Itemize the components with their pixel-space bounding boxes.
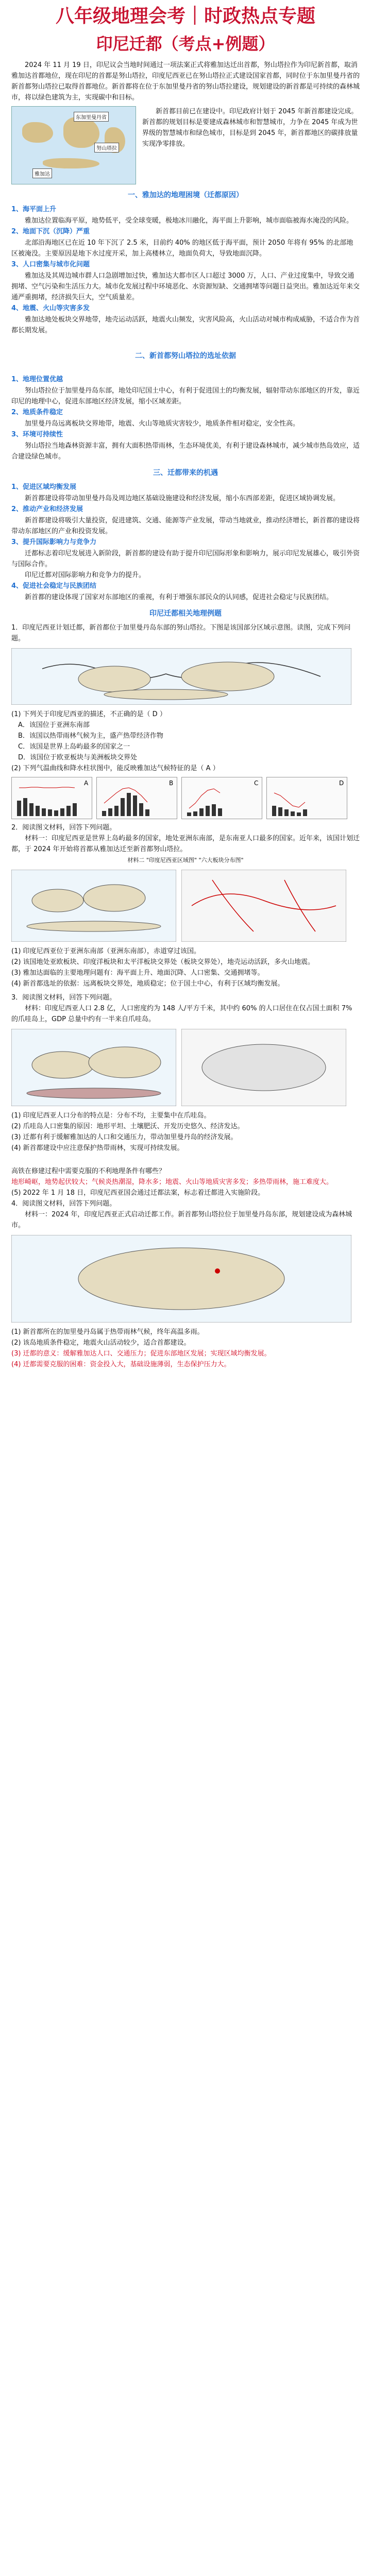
section3-list <box>11 482 360 603</box>
s2-item1-text: 努山塔拉位于加里曼丹岛东部，地处印尼国土中心，有利于促进国土的均衡发展，辐射带动东部地区的开发，靠近印尼的地理中心，促进东部地区经济发展，缩小区域差距。 <box>11 387 360 405</box>
q2-material: 材料一：印度尼西亚是世界上岛屿最多的国家，地处亚洲东南部，是东南亚人口最多的国家。近年来，该国计划迁都，于 2024 年开始将首都从雅加达迁至新首都努山塔拉。 <box>11 835 360 853</box>
q1-option-a: A．该国位于亚洲东南部 <box>18 721 90 729</box>
q2-answer-1: (1) 印度尼西亚位于亚洲东南部（亚洲东南部），赤道穿过该国。 <box>11 947 201 955</box>
s2-item2-text: 加里曼丹岛远离板块交界地带，地震、火山等地质灾害较少，地质条件相对稳定，安全性高。 <box>25 420 300 428</box>
intro-side-text: 新首都目前已在建设中。印尼政府计划于 2045 年新首都建设完成。新首都的规划目标是要建成森林城市和智慧城市，力争在 2045 年成为世界级的智慧城市和绿色城市，目标是到 2045 年，新首都地区的碳排放量实现净零排放。 <box>142 108 358 148</box>
q4-answer-4: 材料一：2024 年，印度尼西亚正式启动迁都工作。新首都努山塔拉位于加里曼丹岛东部，规划建设成为森林城市。 <box>11 1211 352 1229</box>
climate-chart-d <box>266 777 347 819</box>
q4-map <box>11 1235 351 1323</box>
q4-stem: 高铁在修建过程中需要克服的不利地理条件有哪些？ <box>11 1167 166 1175</box>
q3-answer-4: (4) 新首都建设中应注意保护热带雨林，实现可持续发展。 <box>11 1144 184 1152</box>
s1-item2-heading: 2、地面下沉（沉降）严重 <box>11 228 90 235</box>
q4-answer-1: 地形崎岖，地势起伏较大；气候炎热潮湿，降水多；地震、火山等地质灾害多发；多热带雨林，施工难度大。 <box>11 1178 333 1186</box>
s1-item3-text: 雅加达及其周边城市群人口急剧增加过快，雅加达大都市区人口超过 3000 万，人口、产业过度集中，导致交通拥堵、空气污染和生活压力大。城市化发展过程中环境恶化、水资源短缺、交通拥堵等问题日益突出。雅加达近年来交通严重拥堵，经济损失巨大，空气质量差。 <box>11 272 360 301</box>
section2-heading: 二、新首都努山塔拉的选址依据 <box>135 352 236 360</box>
q3-population-map <box>11 1029 176 1106</box>
question-1 <box>11 622 360 819</box>
q2-answer-3: (3) 雅加达面临的主要地理问题有：海平面上升、地面沉降、人口密集、交通拥堵等。 <box>11 969 264 977</box>
q3-stem: 3．阅读图文材料，回答下列问题。 <box>11 994 116 1002</box>
section2-list <box>11 374 360 462</box>
q1-climate-charts <box>11 777 360 819</box>
q2-figures <box>11 870 360 942</box>
s1-item1-heading: 1、海平面上升 <box>11 206 57 213</box>
climate-chart-a <box>11 777 92 819</box>
s3-item3-heading: 3、提升国际影响力与竞争力 <box>11 538 97 546</box>
q3-answer-1: (1) 印度尼西亚人口分布的特点是：分布不均，主要集中在爪哇岛。 <box>11 1112 211 1120</box>
question-2 <box>11 822 360 989</box>
s3-item4-heading: 4、促进社会稳定与民族团结 <box>11 582 97 590</box>
s3-item1-text: 新首都建设将带动加里曼丹岛及周边地区基础设施建设和经济发展，缩小东西部差距，促进区域协调发展。 <box>25 495 340 502</box>
q4-answer-5: (1) 新首都所在的加里曼丹岛属于热带雨林气候，终年高温多雨。 <box>11 1328 204 1336</box>
intro-block <box>11 60 360 103</box>
q3-material: 材料：印度尼西亚人口 2.8 亿，人口密度约为 148 人/平方千米，其中约 60% 的人口居住在仅占国土面积 7% 的爪哇岛上，GDP 总量中约有一半来自爪哇岛。 <box>11 1005 352 1023</box>
s2-item2-heading: 2、地质条件稳定 <box>11 409 63 416</box>
q1-figure <box>11 648 360 705</box>
section1-list <box>11 204 360 336</box>
s1-item3-heading: 3、人口密集与城市化问题 <box>11 261 90 268</box>
q2-stem: 2．阅读图文材料，回答下列问题。 <box>11 824 116 832</box>
q2-answer-2: (2) 该国地处亚欧板块、印度洋板块和太平洋板块交界处（板块交界处），地壳运动活跃，多火山地震。 <box>11 958 315 966</box>
climate-chart-c-label: C <box>254 779 259 787</box>
q1-region-map <box>11 648 351 705</box>
q4-answer-2: (5) 2022 年 1 月 18 日，印度尼西亚国会通过迁都法案，标志着迁都进入实施阶段。 <box>11 1189 265 1197</box>
q2-region-map <box>11 870 176 942</box>
climate-chart-c <box>181 777 262 819</box>
q2-answer-4: (4) 新首都选址的依据：远离板块交界处，地质稳定；位于国土中心，有利于区域均衡发展。 <box>11 980 284 988</box>
q1-option-b: B．该国以热带雨林气候为主，盛产热带经济作物 <box>18 732 163 740</box>
q1-option-d: D．该国位于欧亚板块与美洲板块交界处 <box>18 754 138 761</box>
s3-item3-text: 迁都标志着印尼发展进入新阶段，新首都的建设有助于提升印尼国际形象和影响力，展示印尼发展雄心，吸引外资与国际合作。 <box>11 550 360 568</box>
q4-answer-7: (3) 迁都的意义：缓解雅加达人口、交通压力；促进东部地区发展；实现区域均衡发展。 <box>11 1350 271 1358</box>
s1-item4-text: 雅加达地处板块交界地带，地壳运动活跃，地震火山频发，灾害风险高，火山活动对城市构成威胁，不适合作为首都长期发展。 <box>11 316 360 334</box>
question-3 <box>11 992 360 1154</box>
section3-heading: 三、迁都带来的机遇 <box>153 469 218 477</box>
q4-figure <box>11 1235 360 1323</box>
s2-item1-heading: 1、地理位置优越 <box>11 376 63 383</box>
climate-chart-d-label: D <box>339 779 344 787</box>
q1-stem: 1．印度尼西亚计划迁都，新首都位于加里曼丹岛东部的努山塔拉。下图是该国部分区域示意图。读图，完成下列问题。 <box>11 624 351 642</box>
q3-answer-3: (3) 迁都有利于缓解雅加达的人口和交通压力，带动加里曼丹岛的经济发展。 <box>11 1133 238 1141</box>
q4-answer-6: (2) 该岛地质条件稳定，地震火山活动较少，适合首都建设。 <box>11 1339 191 1347</box>
map-label-province: 东加里曼丹省 <box>74 112 109 122</box>
q4-answer-3: 4．阅读图文材料，回答下列问题。 <box>11 1200 116 1208</box>
climate-chart-a-label: A <box>84 779 89 787</box>
title-line-2: 印尼迁都（考点+例题） <box>96 34 275 54</box>
q1-option-c: C．该国是世界上岛屿最多的国家之一 <box>18 743 130 751</box>
q2-caption: 材料二 "印度尼西亚区域图" "六大板块分布图" <box>127 857 244 863</box>
intro-map-row <box>11 106 360 184</box>
q3-relief-map <box>181 1029 346 1106</box>
s1-item2-text: 北部沿海地区已在近 10 年下沉了 2.5 米，目前约 40% 的地区低于海平面，预计 2050 年将有 95% 的北部地区被淹没。主要原因是地下水过度开采，加上高楼林立，地面负荷大，导致地面沉降。 <box>11 239 353 258</box>
title-line-1: 八年级地理会考｜时政热点专题 <box>55 6 315 27</box>
indonesia-map <box>11 106 136 184</box>
s2-item3-heading: 3、环境可持续性 <box>11 431 63 438</box>
s3-item4-text: 新首都的建设体现了国家对东部地区的重视，有利于增强东部民众的认同感，促进社会稳定与民族团结。 <box>25 594 333 601</box>
examples-heading: 印尼迁都相关地理例题 <box>149 609 222 618</box>
s2-item3-text: 努山塔拉当地森林资源丰富，拥有大面积热带雨林，生态环境优美，有利于建设森林城市，减少城市热岛效应，适合建设绿色城市。 <box>11 442 360 461</box>
climate-chart-b <box>96 777 177 819</box>
s1-item1-text: 雅加达位置临海平原，地势低平，受全球变暖，极地冰川融化，海平面上升影响，城市面临被海水淹没的风险。 <box>25 217 353 225</box>
map-label-nusantara: 努山塔拉 <box>94 143 119 152</box>
intro-text: 2024 年 11 月 19 日，印尼议会当地时间通过一项法案正式将雅加达迁出首都，努山塔拉作为印尼新首都，取消雅加达首都地位，现在印尼的首都是努山塔拉，印度尼西亚已在努山塔拉正式建设国家首都，同时位于东加里曼丹省的新首都努山塔拉已取得首都地位。新首都将在位于东加里曼丹省的努山塔拉建设，规划建设的新首都是可持续的森林城市，将以绿色建筑为主，实现碳中和目标。 <box>11 61 360 101</box>
climate-chart-b-label: B <box>169 779 174 787</box>
q1-sub1: (1) 下列关于印度尼西亚的描述，不正确的是（ D ） <box>11 710 166 718</box>
s3-extra: 印尼迁都对国际影响力和竞争力的提升。 <box>25 571 146 579</box>
q2-plates-map <box>181 870 346 942</box>
q3-figures <box>11 1029 360 1106</box>
s1-item4-heading: 4、地震、火山等灾害多发 <box>11 304 90 312</box>
q4-answer-8: (4) 迁都需要克服的困难：资金投入大，基础设施薄弱，生态保护压力大。 <box>11 1361 231 1368</box>
section1-heading: 一、雅加达的地理困境（迁都原因） <box>128 191 243 199</box>
q3-answer-2: (2) 爪哇岛人口密集的原因：地形平坦、土壤肥沃、开发历史悠久、经济发达。 <box>11 1123 244 1130</box>
q1-sub2: (2) 下列气温曲线和降水柱状图中，能反映雅加达气候特征的是（ A ） <box>11 765 220 772</box>
s3-item2-text: 新首都建设将吸引大量投资，促进建筑、交通、能源等产业发展，带动当地就业，推动经济增长，新首都的建设将带动东部地区的产业和投资发展。 <box>11 517 360 535</box>
s3-item2-heading: 2、推动产业和经济发展 <box>11 505 83 513</box>
question-4 <box>11 1166 360 1370</box>
s3-item1-heading: 1、促进区域均衡发展 <box>11 483 77 491</box>
map-label-jakarta: 雅加达 <box>32 168 52 178</box>
